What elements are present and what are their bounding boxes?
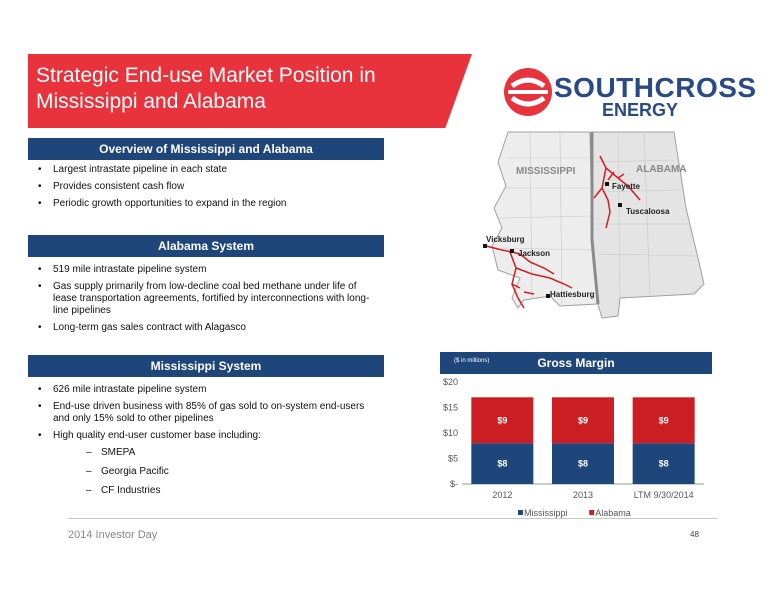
list-item: • Provides consistent cash flow xyxy=(36,181,382,193)
city-label: Tuscaloosa xyxy=(626,207,670,216)
y-tick-label: $20 xyxy=(442,377,458,387)
tuscaloosa-marker xyxy=(618,203,622,207)
bar-data-label: $9 xyxy=(658,415,669,426)
sub-list-item: – Georgia Pacific xyxy=(36,466,382,478)
mississippi-system-header: Mississippi System xyxy=(28,355,384,377)
bar-data-label: $8 xyxy=(577,458,589,469)
sub-list-item: – CF Industries xyxy=(36,485,382,497)
list-item: • Largest intrastate pipeline in each state xyxy=(36,164,382,176)
list-item: • End-use driven business with 85% of gas sold to on-system end-users and only 15% sold to other pipelines xyxy=(36,401,382,425)
alabama-system-header: Alabama System xyxy=(28,235,384,257)
bar-data-label: $9 xyxy=(497,415,508,426)
jackson-marker xyxy=(510,249,514,253)
list-item: • Periodic growth opportunities to expand in the region xyxy=(36,198,382,210)
list-item: • 626 mile intrastate pipeline system xyxy=(36,384,382,396)
list-item: • High quality end-user customer base including: xyxy=(36,430,382,442)
sub-list-item: – SMEPA xyxy=(36,447,382,459)
logo-mark-icon xyxy=(500,64,556,120)
legend-swatch xyxy=(589,510,594,515)
mississippi-list xyxy=(36,384,382,504)
city-label: Hattiesburg xyxy=(550,290,595,299)
logo-wordmark: SOUTHCROSS xyxy=(554,72,757,103)
page-number: 48 xyxy=(690,530,699,539)
chart-units-note: ($ in millions) xyxy=(454,358,490,364)
chart-plot xyxy=(432,350,712,520)
footer-divider xyxy=(68,518,718,519)
legend-label: Alabama xyxy=(595,508,631,518)
y-tick-label: $5 xyxy=(447,453,458,464)
city-label: Vicksburg xyxy=(486,235,525,244)
x-tick-label: 2013 xyxy=(572,490,594,500)
pipeline-map xyxy=(468,128,736,346)
footer-text: 2014 Investor Day xyxy=(68,529,158,541)
city-label: Fayette xyxy=(612,182,641,191)
y-tick-label: $15 xyxy=(442,402,458,413)
chart-title: Gross Margin xyxy=(537,356,615,370)
alabama-label: ALABAMA xyxy=(636,164,687,175)
list-item: • 519 mile intrastate pipeline system xyxy=(36,264,382,276)
mississippi-state-shape xyxy=(492,132,598,308)
gross-margin-chart xyxy=(432,350,712,520)
city-label: Jackson xyxy=(518,249,551,258)
logo-subtitle: ENERGY xyxy=(602,100,679,120)
legend-swatch xyxy=(518,510,523,515)
bar-data-label: $8 xyxy=(658,458,669,469)
overview-list xyxy=(36,164,382,215)
fayette-marker xyxy=(605,182,609,186)
x-tick-label: 2012 xyxy=(492,490,513,500)
alabama-state-shape xyxy=(592,132,704,318)
page-title: Strategic End-use Market Position in Mississippi and Alabama xyxy=(36,64,376,113)
company-logo xyxy=(498,56,757,126)
y-tick-label: $- xyxy=(449,479,458,489)
bar-data-label: $9 xyxy=(577,415,589,426)
overview-header: Overview of Mississippi and Alabama xyxy=(28,138,384,160)
alabama-list xyxy=(36,264,382,339)
y-tick-label: $10 xyxy=(442,428,458,438)
list-item: • Gas supply primarily from low-decline coal bed methane under life of lease transportation agreements, fortified by interconnections with long-line pipelines xyxy=(36,281,382,317)
bar-data-label: $8 xyxy=(497,458,508,469)
vicksburg-marker xyxy=(483,244,487,248)
list-item: • Long-term gas sales contract with Alagasco xyxy=(36,322,382,334)
mississippi-label: MISSISSIPPI xyxy=(516,166,576,177)
legend-label: Mississippi xyxy=(524,508,568,518)
x-tick-label: LTM 9/30/2014 xyxy=(633,490,694,500)
